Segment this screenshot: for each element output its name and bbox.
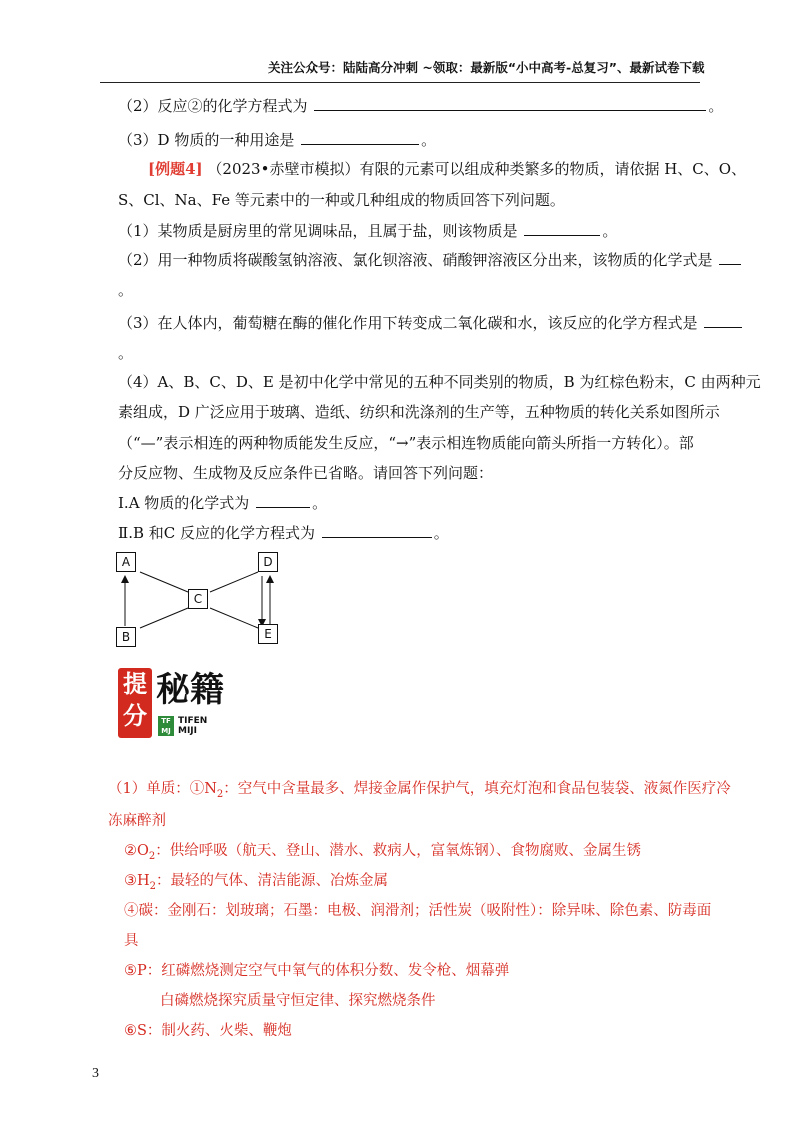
answer-blank[interactable] <box>256 493 310 508</box>
node-c: C <box>188 589 208 609</box>
answer-blank[interactable] <box>301 130 419 145</box>
seal-text: 提分 <box>123 670 147 730</box>
node-a: A <box>116 552 136 572</box>
answer-blank[interactable] <box>322 523 432 538</box>
answer-blank[interactable] <box>524 221 600 236</box>
answer-blank[interactable] <box>719 250 741 265</box>
note-line-5-cont: 白磷燃烧探究质量守恒定律、探究燃烧条件 <box>160 993 436 1009</box>
note-line-5: ⑤P：红磷燃烧测定空气中氧气的体积分数、发令枪、烟幕弹 <box>124 963 510 979</box>
logo-latin: TIFEN MIJI <box>178 716 208 736</box>
tifen-miji-logo <box>118 668 238 738</box>
link-c-e <box>210 608 258 628</box>
note-line-6: ⑥S：制火药、火柴、鞭炮 <box>124 1023 292 1039</box>
answer-blank[interactable] <box>704 313 742 328</box>
note-line-2: $②O_2$：供给呼吸（航天、登山、潜水、救病人，富氧炼钢）、食物腐败、金属生锈 <box>124 843 642 862</box>
example-text-line2: S、Cl、Na、Fe 等元素中的一种或几种组成的物质回答下列问题。 <box>118 191 565 209</box>
question-2: （2）反应②的化学方程式为 。 <box>118 97 724 115</box>
note-line-4: ④碳：金刚石：划玻璃；石墨：电极、润滑剂；活性炭（吸附性）：除异味、除色素、防毒面 <box>124 903 712 919</box>
sub-question-i: Ⅰ.A 物质的化学式为 。 <box>118 494 328 512</box>
part-2-end: 。 <box>118 281 134 299</box>
part-3-end: 。 <box>118 344 134 362</box>
question-3-text: （3）D 物质的一种用途是 <box>118 131 295 149</box>
example-text-line1: （2023•赤壁市模拟）有限的元素可以组成种类繁多的物质，请依据 H、C、O、 <box>207 160 747 178</box>
mini-badge: TF MJ <box>158 716 174 736</box>
node-d: D <box>258 552 278 572</box>
reaction-diagram <box>110 550 290 650</box>
answer-blank[interactable] <box>314 96 706 111</box>
question-2-text: （2）反应②的化学方程式为 <box>118 97 308 115</box>
note-line-1: （1）单质：$①N_2$：空气中含量最多、焊接金属作保护气，填充灯泡和食品包装袋、液氮作医疗冷 <box>108 781 731 800</box>
part-4-line4: 分反应物、生成物及反应条件已省略。请回答下列问题： <box>118 464 494 482</box>
link-a-c <box>140 572 188 592</box>
red-seal <box>118 668 152 738</box>
part-4-line1: （4）A、B、C、D、E 是初中化学中常见的五种不同类别的物质，B 为红棕色粉末，C 由两种元 <box>118 373 761 391</box>
note-line-4-cont: 具 <box>124 933 139 949</box>
page-header: 关注公众号：陆陆高分冲刺 ~领取：最新版“小中高考-总复习”、最新试卷下载 <box>268 60 705 75</box>
brush-text: 秘籍 <box>156 670 224 710</box>
page-number: 3 <box>92 1066 99 1081</box>
node-b: B <box>116 627 136 647</box>
question-3: （3）D 物质的一种用途是 。 <box>118 131 437 149</box>
link-c-d <box>210 572 258 592</box>
note-line-3: $③H_2$：最轻的气体、清洁能源、冶炼金属 <box>124 873 389 892</box>
example-heading <box>148 159 746 179</box>
link-b-c <box>140 608 188 628</box>
note-line-1-cont: 冻麻醉剂 <box>108 813 166 829</box>
part-4-line3: （“—”表示相连的两种物质能发生反应，“→”表示相连物质能向箭头所指一方转化）。部 <box>118 434 694 452</box>
part-1: （1）某物质是厨房里的常见调味品，且属于盐，则该物质是 。 <box>118 222 618 240</box>
node-e: E <box>258 624 278 644</box>
part-3: （3）在人体内，葡萄糖在酶的催化作用下转变成二氧化碳和水，该反应的化学方程式是 <box>118 313 744 333</box>
part-4-line2: 素组成，D 广泛应用于玻璃、造纸、纺织和洗涤剂的生产等，五种物质的转化关系如图所示 <box>118 403 720 421</box>
sub-question-ii: Ⅱ.B 和C 反应的化学方程式为 。 <box>118 524 449 542</box>
part-2: （2）用一种物质将碳酸氢钠溶液、氯化钡溶液、硝酸钾溶液区分出来，该物质的化学式是 <box>118 250 743 270</box>
example-label: [例题4] <box>148 160 203 178</box>
header-divider <box>100 82 700 83</box>
